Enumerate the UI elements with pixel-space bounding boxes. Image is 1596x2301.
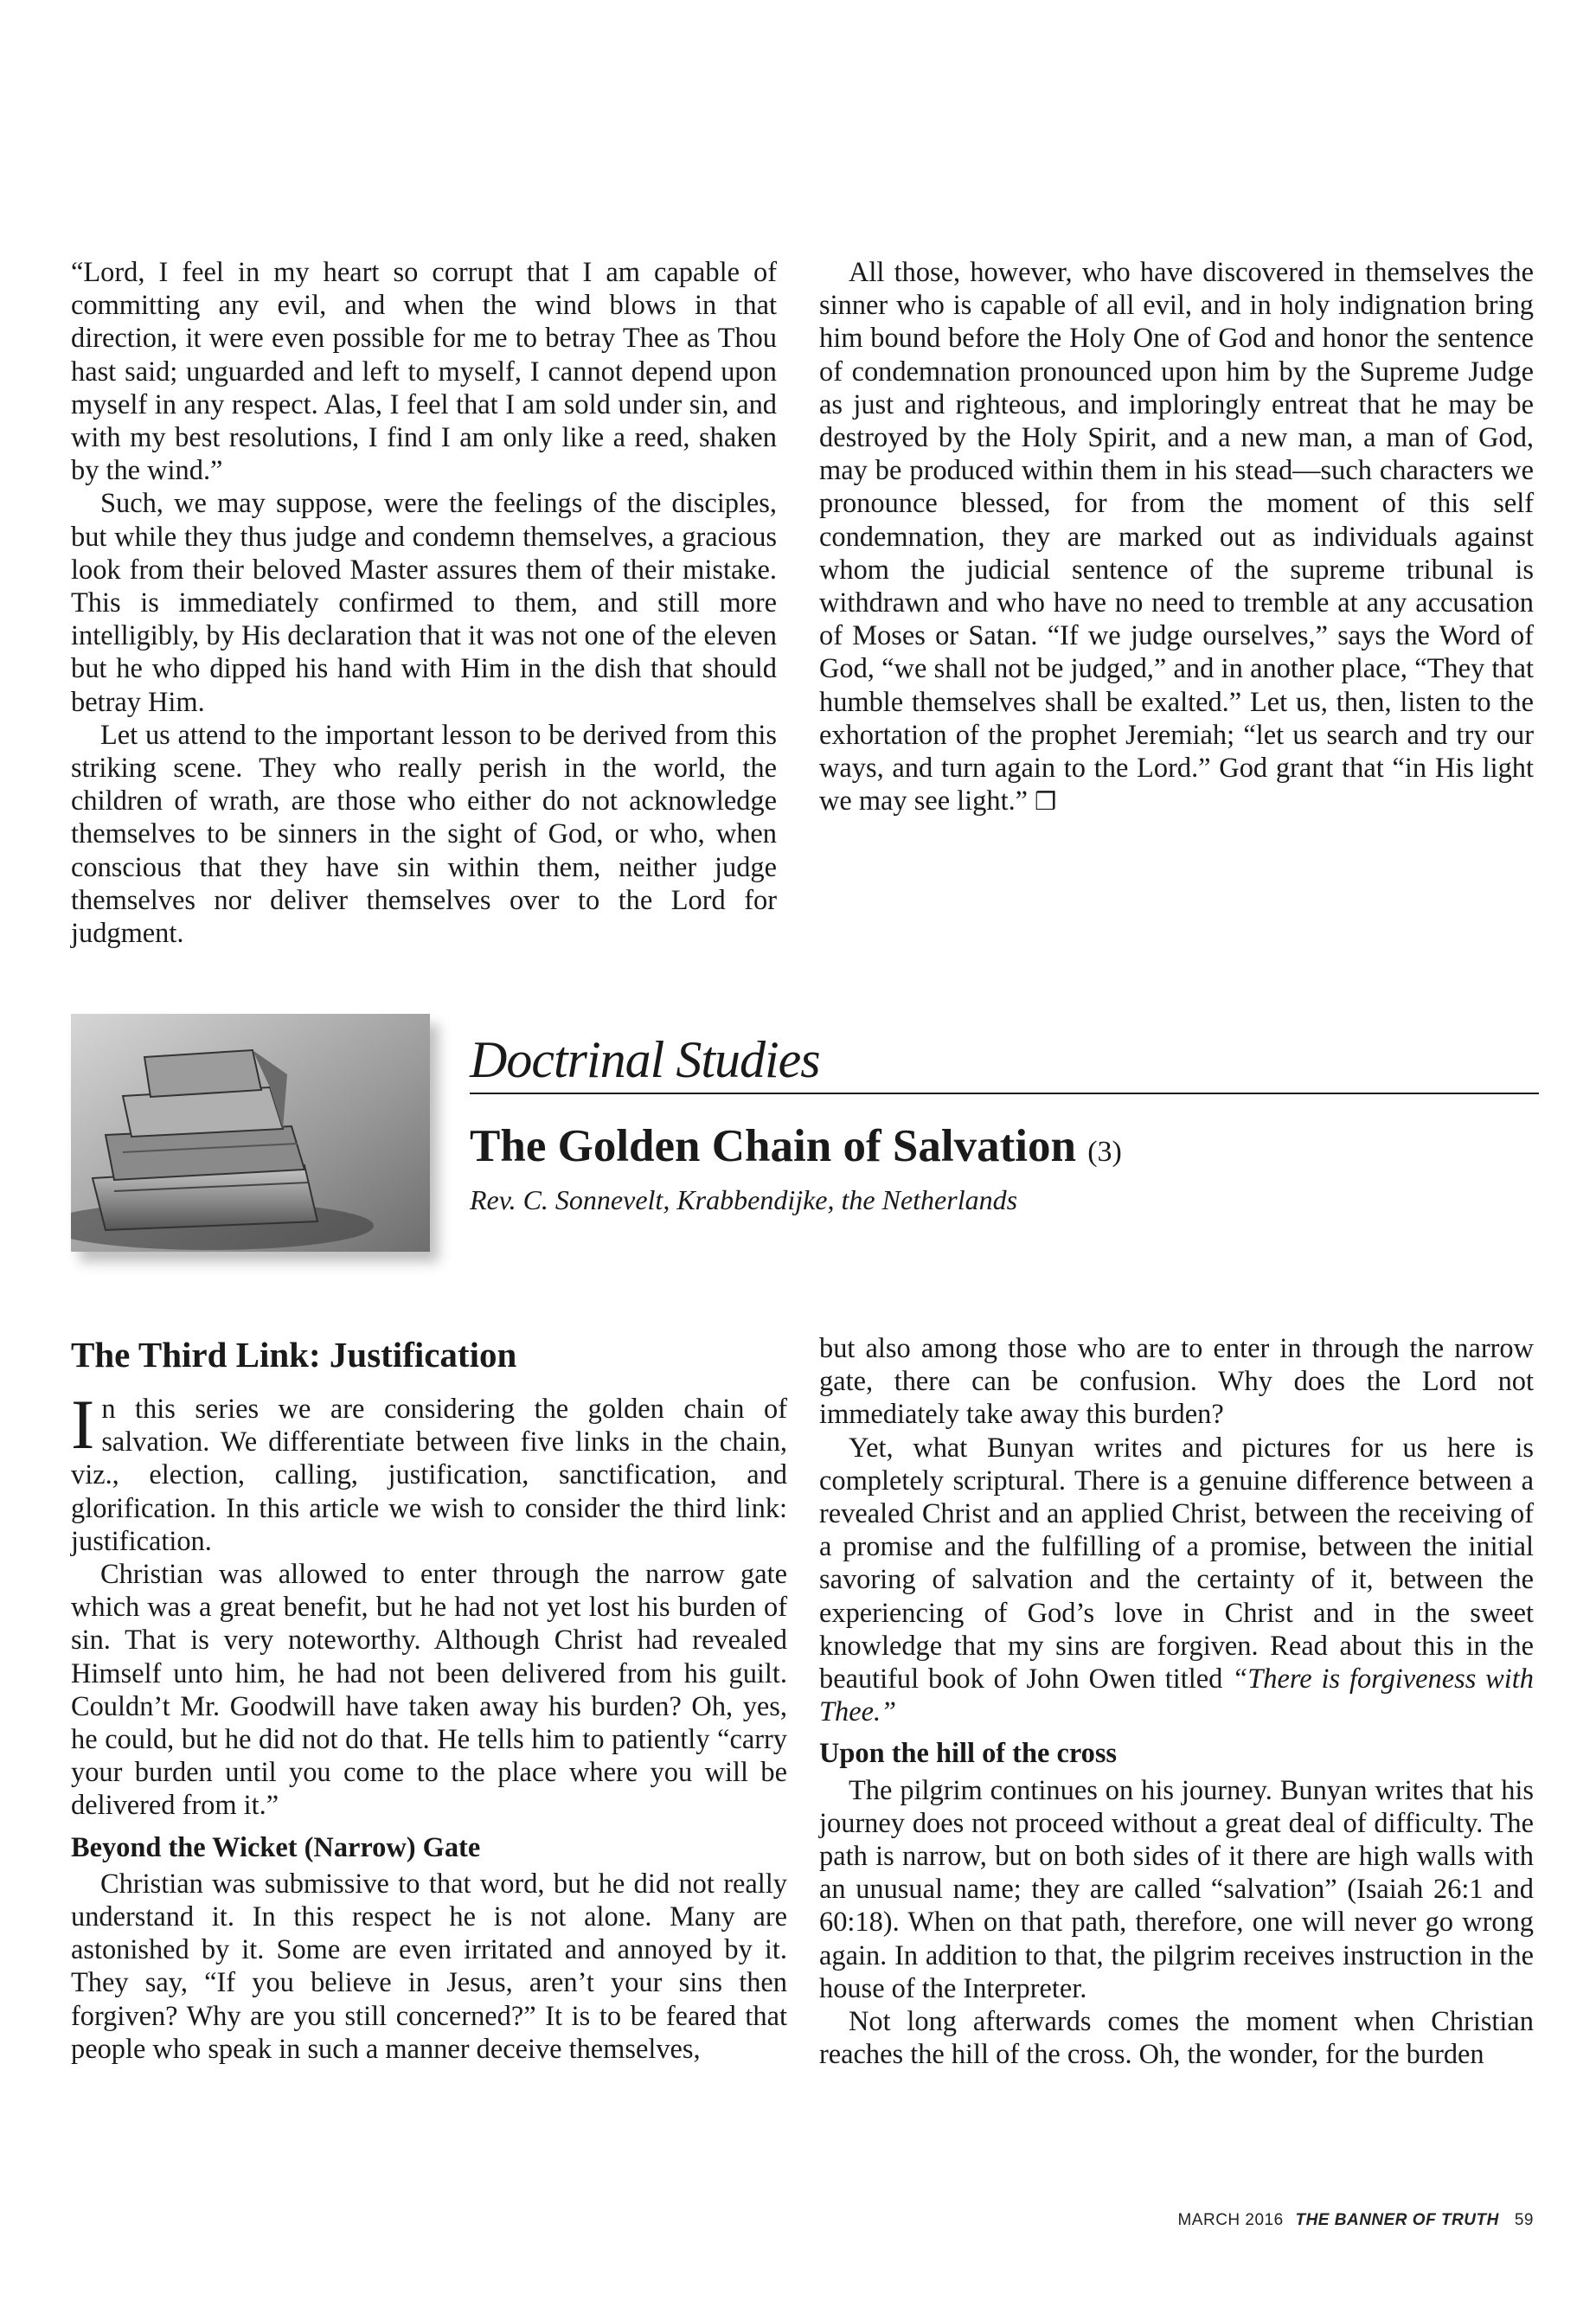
- section-divider: [470, 1093, 1539, 1094]
- end-mark-icon: ❒: [1035, 788, 1057, 816]
- paragraph-pilgrim-journey: The pilgrim continues on his journey. Bunyan writes that his journey does not proceed without a great deal of difficulty. The path is narrow, but on both sides of it there are high walls with an unusual name; they are called “salvation” (Isaiah 26:1 and 60:18). When on that path, therefore, one will never go wrong again. In addition to that, the pilgrim receives instruction in the house of the Interpreter.: [819, 1774, 1534, 2004]
- top-left-column: [71, 256, 777, 950]
- article-left-column: [71, 1332, 787, 2066]
- paragraph-hill-of-cross: Not long afterwards comes the moment when Christian reaches the hill of the cross. Oh, the wonder, for the burden: [819, 2006, 1534, 2071]
- subhead-hill-of-cross: Upon the hill of the cross: [819, 1738, 1118, 1770]
- intro-text: n this series we are considering the golden chain of salvation. We differentiate between five links in the chain, viz., election, calling, justification, sanctification, and glorification. In this article we wish to consider the third link: justification.: [71, 1394, 787, 1557]
- page-footer: [1177, 2211, 1534, 2230]
- top-right-paragraph: [819, 256, 1534, 818]
- paragraph-confusion: but also among those who are to enter in through the narrow gate, there can be confusion. Why does the Lord not immediately take away this burden?: [819, 1333, 1534, 1431]
- article-heading: The Third Link: Justification: [71, 1335, 517, 1375]
- top-paragraph-1: “Lord, I feel in my heart so corrupt that I am capable of committing any evil, and when the wind blows in that direction, it were even possible for me to betray Thee as Thou hast said; unguarded and left to myself, I cannot depend upon myself in any respect. Alas, I feel that I am sold under sin, and with my best resolutions, I find I am only like a reed, shaken by the wind.”: [71, 257, 777, 487]
- page-number: 59: [1514, 2211, 1534, 2229]
- paragraph-submissive: Christian was submissive to that word, but he did not really understand it. In this respect he is not alone. Many are astonished by it. Some are even irritated and annoyed by it. They say, “If you believe in Jesus, aren’t your sins then forgiven? Why are you still concerned?” It is to be feared that people who speak in such a manner deceive themselves,: [71, 1868, 787, 2065]
- intro-paragraph: [71, 1385, 787, 1558]
- top-paragraph-2: Such, we may suppose, were the feelings of the disciples, but while they thus judge and condemn themselves, a gracious look from their beloved Master assures them of their mistake. This is immediately confirmed to them, and still more intelligibly, by His declaration that it was not one of the eleven but he who dipped his hand with Him in the dish that should betray Him.: [71, 488, 777, 718]
- byline: Rev. C. Sonnevelt, Krabbendijke, the Netherlands: [470, 1184, 1018, 1215]
- paragraph-bunyan-text: Yet, what Bunyan writes and pictures for us here is completely scriptural. There is a genuine difference between a revealed Christ and an applied Christ, between the receiving of a promise and the fulfilling of a promise, between the initial savoring of salvation and the certainty of it, between the experiencing of God’s love in Christ and in the sweet knowledge that my sins are forgiven. Read about this in the beautiful book of John Owen titled: [819, 1432, 1534, 1695]
- top-right-column: [819, 256, 1534, 818]
- drop-cap: I: [71, 1385, 95, 1464]
- paragraph-bunyan-scriptural: [819, 1432, 1534, 1729]
- top-right-text: All those, however, who have discovered in themselves the sinner who is capable of all evil, and in holy indignation bring him bound before the Holy One of God and honor the sentence of condemnation pronounced upon him by the Supreme Judge as just and righteous, and imploringly entreat that he may be destroyed by the Holy Spirit, and a new man, a man of God, may be produced within them in his stead—such characters we pronounce blessed, for from the moment of this self condemnation, they are marked out as individuals against whom the judicial sentence of the supreme tribunal is withdrawn and who have no need to tremble at any accusation of Moses or Satan. “If we judge ourselves,” says the Word of God, “we shall not be judged,” and in another place, “They that humble themselves shall be exalted.” Let us, then, listen to the exhortation of the prophet Jeremiah; “let us search and try our ways, and turn again to the Lord.” God grant that “in His light we may see light.”: [819, 257, 1534, 817]
- article-title: [470, 1119, 1122, 1179]
- paragraph-christian-gate: Christian was allowed to enter through the narrow gate which was a great benefit, but he had not yet lost his burden of sin. That is very noteworthy. Although Christ had revealed Himself unto him, he had not been delivered from his guilt. Couldn’t Mr. Goodwill have taken away his burden? Oh, yes, he could, but he did not do that. He tells him to patiently “carry your burden until you come to the place where you will be delivered from it.”: [71, 1559, 787, 1822]
- footer-magazine: THE BANNER OF TRUTH: [1295, 2211, 1499, 2229]
- books-photo: [71, 1014, 430, 1252]
- owen-book-title: “There is forgiveness with Thee.”: [819, 1663, 1534, 1728]
- top-paragraph-3: Let us attend to the important lesson to be derived from this striking scene. They who really perish in the world, the children of wrath, are those who either do not acknowledge themselves to be sinners in the sight of God, or who, when conscious that they have sin within them, neither judge themselves nor deliver themselves over to the Lord for judgment.: [71, 719, 777, 950]
- article-part: (3): [1087, 1136, 1122, 1168]
- subhead-wicket-gate: Beyond the Wicket (Narrow) Gate: [71, 1831, 481, 1863]
- article-right-column: [819, 1332, 1534, 2071]
- footer-date: MARCH 2016: [1177, 2211, 1284, 2229]
- stacked-books-image: [71, 1014, 430, 1252]
- section-title: Doctrinal Studies: [470, 1031, 820, 1088]
- article-title-text: The Golden Chain of Salvation: [470, 1121, 1076, 1171]
